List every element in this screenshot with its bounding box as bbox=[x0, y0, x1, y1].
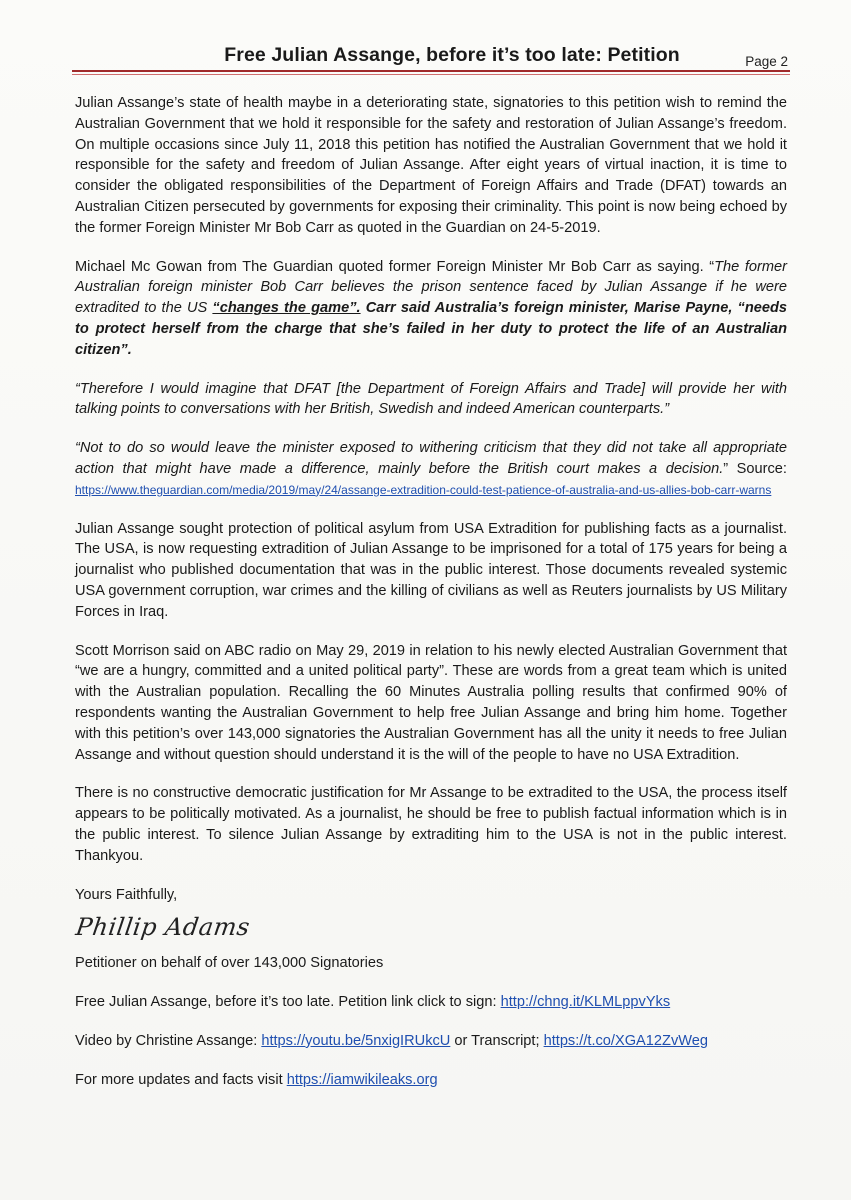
transcript-text: or Transcript; bbox=[450, 1032, 544, 1049]
source-link[interactable]: https://www.theguardian.com/media/2019/may/24/assange-extradition-could-test-patience-of-australia-and-us-allies-bob-carr-warns bbox=[75, 482, 772, 497]
updates-link[interactable]: https://iamwikileaks.org bbox=[286, 1071, 438, 1088]
quote-minister: “Not to do so would leave the minister exposed to withering criticism that they did not take all appropriate action that might have made a difference, mainly before the British court makes a decision. bbox=[75, 440, 787, 477]
quote-emphasis: “changes the game”. bbox=[212, 300, 361, 317]
paragraph-morrison: Scott Morrison said on ABC radio on May 29, 2019 in relation to his newly elected Australian Government that “we are a hungry, committed and a united political party”. These are words from a great team which is united with the Australian population. Recalling the 60 Minutes Australia polling results that confirmed 90% of respondents wanting the Australian Government to help free Julian Assange and bring him home. Together with this petition’s over 143,000 signatories the Australian Government has all the unity it needs to free Julian Assange and without question should understand it is the will of the people to have no USA Extradition. bbox=[75, 642, 787, 763]
quote-bold: Carr said Australia’s foreign minister, Marise Payne, “needs to protect herself from the charge that she’s failed in her duty to protect the life of an Australian citizen”. bbox=[75, 300, 788, 358]
petition-text: Free Julian Assange, before it’s too late. Petition link click to sign: bbox=[75, 994, 501, 1011]
page-number: Page 2 bbox=[745, 54, 788, 69]
document-body bbox=[75, 93, 787, 1108]
paragraph-asylum: Julian Assange sought protection of political asylum from USA Extradition for publishing facts as a journalist. The USA, is now requesting extradition of Julian Assange to be imprisoned for a total of 175 years for being a journalist who published documentation that was in the public interest. Those documents revealed systemic USA government corruption, war crimes and the killing of civilians as well as Reuters journalists by US Military Forces in Iraq. bbox=[75, 520, 787, 620]
video-link[interactable]: https://youtu.be/5nxigIRUkcU bbox=[261, 1032, 451, 1049]
video-text: Video by Christine Assange: bbox=[75, 1032, 262, 1049]
video-line bbox=[75, 1031, 787, 1052]
quote-italic: The former Australian foreign minister Bob Carr believes the prison sentence faced by Julian Assange if he were extradited to the US bbox=[75, 258, 787, 317]
salutation: Yours Faithfully, bbox=[75, 886, 178, 903]
transcript-link[interactable]: https://t.co/XGA12ZvWeg bbox=[543, 1032, 708, 1049]
signature: Phillip Adams bbox=[74, 913, 252, 942]
source-label: ” Source: bbox=[723, 460, 787, 477]
paragraph-state-of-health: Julian Assange’s state of health maybe in a deteriorating state, signatories to this petition wish to remind the Australian Government that we hold it responsible for the safety and restoration of Julian Assange’s freedom. On multiple occasions since July 11, 2018 this petition has notified the Australian Government that we hold it responsible for the safety and freedom of Julian Assange. After eight years of virtual inaction, it is time to consider the obligated responsibilities of the Department of Foreign Affairs and Trade (DFAT) towards an Australian Citizen persecuted by governments for exposing their criminality. This point is now being echoed by the former Foreign Minister Mr Bob Carr as quoted in the Guardian on 24-5-2019. bbox=[75, 95, 787, 236]
petition-line bbox=[75, 992, 787, 1013]
closing-section bbox=[75, 885, 787, 1091]
page-header bbox=[72, 44, 792, 67]
signer-line: Petitioner on behalf of over 143,000 Signatories bbox=[75, 955, 384, 972]
header-rule bbox=[72, 70, 790, 72]
paragraph-minister-quote bbox=[75, 438, 787, 500]
header-rule-thin bbox=[72, 74, 790, 75]
quote-intro: Michael Mc Gowan from The Guardian quoted former Foreign Minister Mr Bob Carr as saying. “ bbox=[75, 258, 715, 275]
document-title: Free Julian Assange, before it’s too late: Petition bbox=[224, 44, 680, 66]
updates-text: For more updates and facts visit bbox=[75, 1071, 287, 1088]
paragraph-justification: There is no constructive democratic justification for Mr Assange to be extradited to the USA, the process itself appears to be politically motivated. As a journalist, he should be free to publish factual information which is in the public interest. To silence Julian Assange by extraditing him to the USA is not in the public interest. Thankyou. bbox=[75, 785, 787, 864]
updates-line bbox=[75, 1070, 787, 1091]
paragraph-guardian-quote bbox=[75, 257, 787, 361]
petition-link[interactable]: http://chng.it/KLMLppvYks bbox=[500, 994, 671, 1011]
paragraph-dfat-quote: “Therefore I would imagine that DFAT [the Department of Foreign Affairs and Trade] will provide her with talking points to conversations with her British, Swedish and indeed American counterparts.” bbox=[75, 380, 787, 418]
